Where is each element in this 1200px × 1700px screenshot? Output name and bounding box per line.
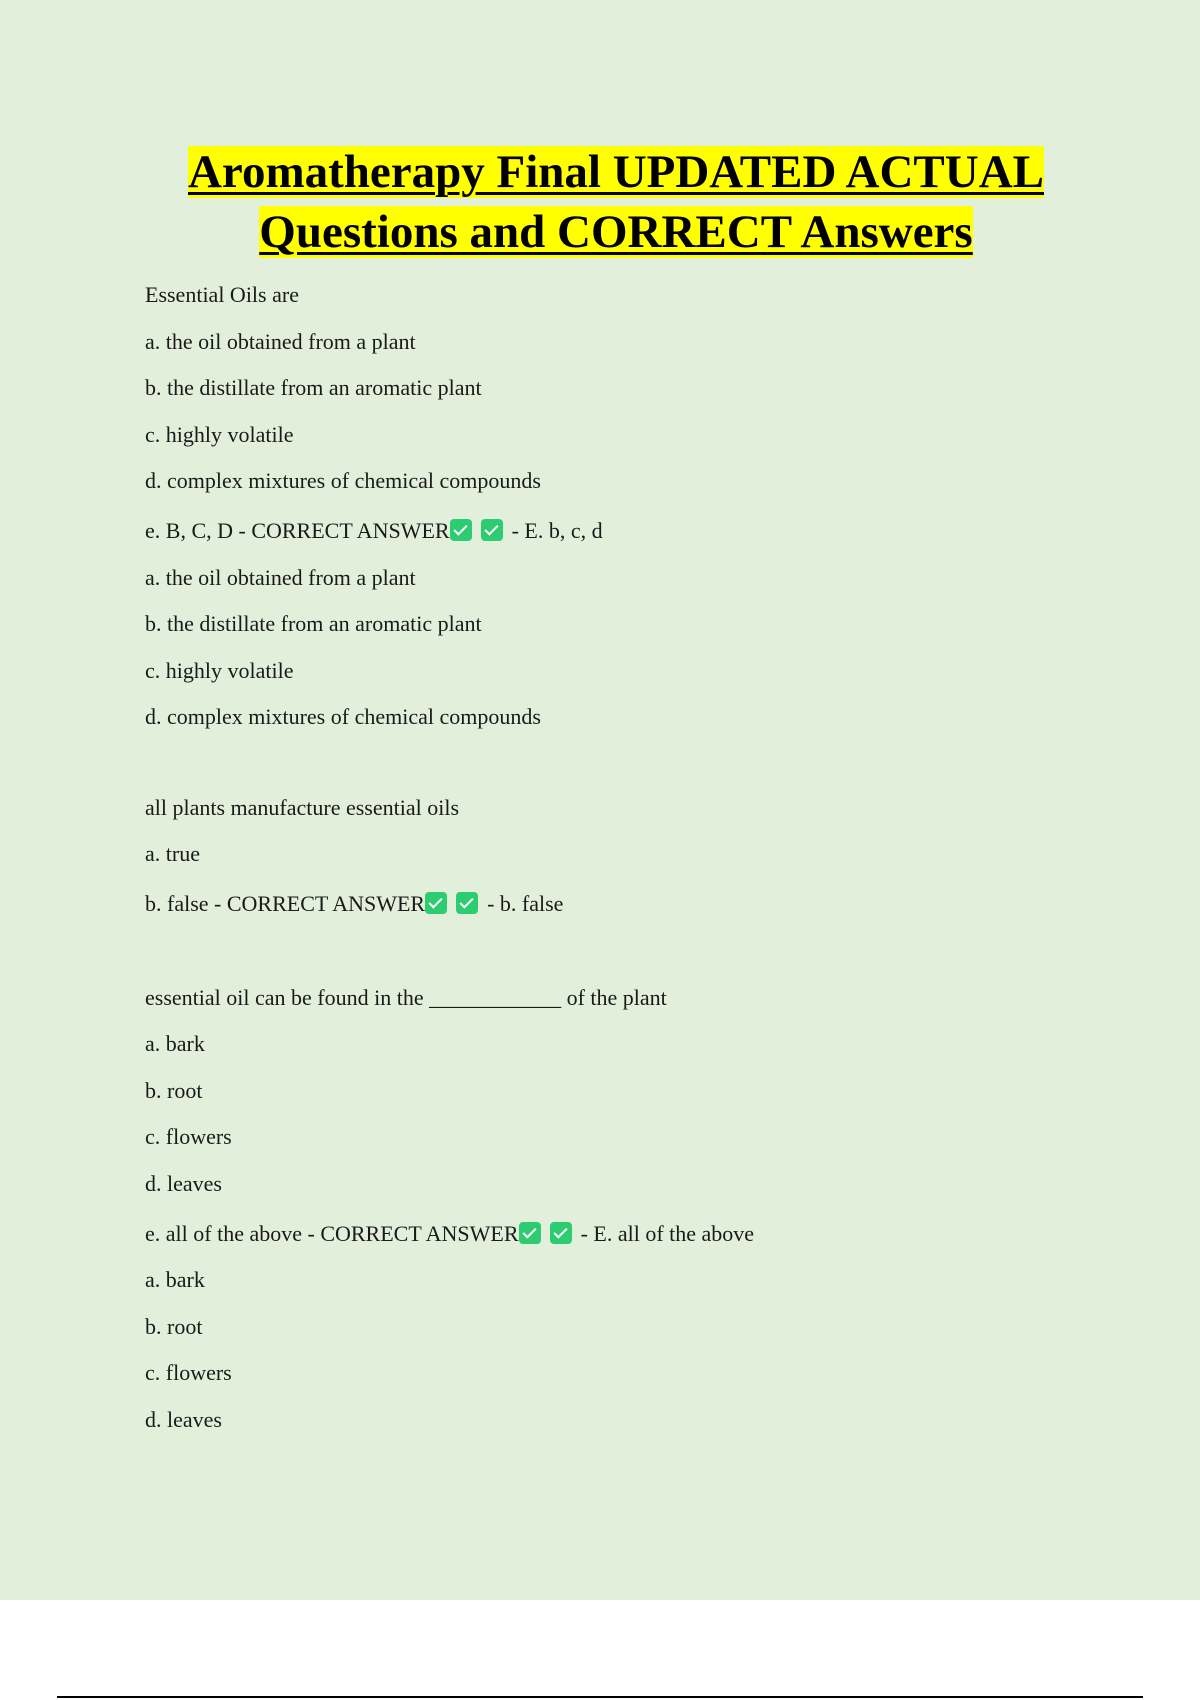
q2-correct-answer [145,890,563,918]
question-2-text: all plants manufacture essential oils [145,795,460,820]
q1-answer-prefix: e. B, C, D - CORRECT ANSWER [145,518,450,543]
q2-answer-prefix: b. false - CORRECT ANSWER [145,891,426,916]
question-3-text: essential oil can be found in the ____________ of the plant [145,985,667,1010]
q1-answer-suffix: - E. b, c, d [511,518,603,543]
q3-repeat-option-a: a. bark [145,1267,205,1292]
q1-repeat-option-b: b. the distillate from an aromatic plant [145,611,482,636]
q1-option-d: d. complex mixtures of chemical compounds [145,468,541,493]
q3-correct-answer [145,1220,754,1248]
check-mark-icon [425,892,447,914]
check-mark-icon [550,1222,572,1244]
q3-answer-prefix: e. all of the above - CORRECT ANSWER [145,1221,519,1246]
q3-option-d: d. leaves [145,1171,222,1196]
question-1-text: Essential Oils are [145,282,299,307]
q2-answer-suffix: - b. false [487,891,564,916]
q1-repeat-option-d: d. complex mixtures of chemical compounds [145,704,541,729]
q1-correct-answer [145,517,603,545]
q3-repeat-option-d: d. leaves [145,1407,222,1432]
title-line-2: Questions and CORRECT Answers [259,206,973,258]
q1-option-c: c. highly volatile [145,422,294,447]
check-mark-icon [519,1222,541,1244]
q2-option-a: a. true [145,841,200,866]
q3-option-c: c. flowers [145,1124,232,1149]
q3-answer-suffix: - E. all of the above [580,1221,755,1246]
q3-option-a: a. bark [145,1031,205,1056]
q1-option-a: a. the oil obtained from a plant [145,329,416,354]
title-line-1: Aromatherapy Final UPDATED ACTUAL [187,146,1045,198]
q3-repeat-option-c: c. flowers [145,1360,232,1385]
q1-option-b: b. the distillate from an aromatic plant [145,375,482,400]
q1-repeat-option-c: c. highly volatile [145,658,294,683]
q3-repeat-option-b: b. root [145,1314,203,1339]
document-title [0,142,1200,262]
footer-divider [57,1696,1143,1698]
check-mark-icon [456,892,478,914]
q1-repeat-option-a: a. the oil obtained from a plant [145,565,416,590]
check-mark-icon [450,519,472,541]
q3-option-b: b. root [145,1078,203,1103]
check-mark-icon [481,519,503,541]
